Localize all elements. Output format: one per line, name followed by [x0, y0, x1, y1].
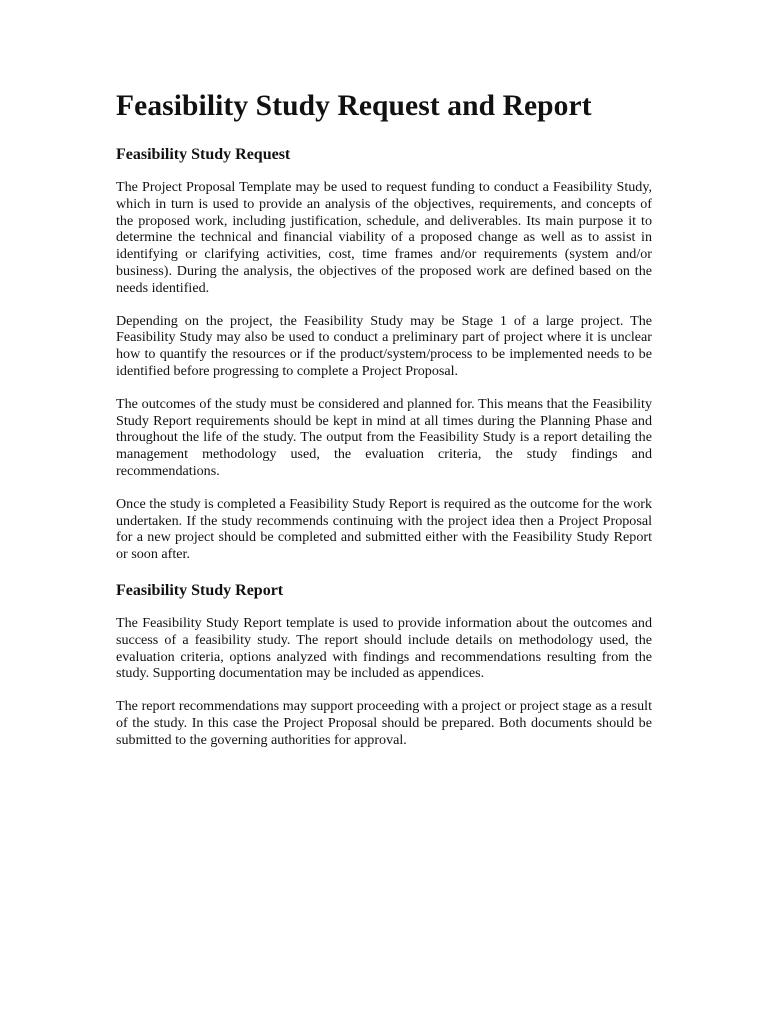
- section-feasibility-study-report: [116, 581, 652, 749]
- document-title: Feasibility Study Request and Report: [116, 90, 592, 122]
- paragraph: The outcomes of the study must be considered and planned for. This means that the Feasibility Study Report requirements should be kept in mind at all times during the Planning Phase and throughout the life of the study. The output from the Feasibility Study is a report detailing the management methodology used, the evaluation criteria, the study findings and recommendations.: [116, 395, 652, 479]
- section-heading-request: Feasibility Study Request: [116, 146, 291, 163]
- paragraph: Once the study is completed a Feasibility Study Report is required as the outcome for the work undertaken. If the study recommends continuing with the project idea then a Project Proposal for a new project should be completed and submitted either with the Feasibility Study Report or soon after.: [116, 495, 652, 563]
- paragraph: The report recommendations may support proceeding with a project or project stage as a result of the study. In this case the Project Proposal should be prepared. Both documents should be submitted to the governing authorities for approval.: [116, 698, 652, 748]
- section-feasibility-study-request: [116, 145, 652, 563]
- paragraph: The Project Proposal Template may be used to request funding to conduct a Feasibility Study, which in turn is used to provide an analysis of the objectives, requirements, and concepts of the proposed work, including justification, schedule, and deliverables. Its main purpose it to determine the technical and financial viability of a proposed change as well as to assist in identifying or clarifying activities, cost, time frames and/or requirements (system and/or business). During the analysis, the objectives of the proposed work are defined based on the needs identified.: [116, 179, 652, 296]
- paragraph: The Feasibility Study Report template is used to provide information about the outcomes and success of a feasibility study. The report should include details on methodology used, the evaluation criteria, options analyzed with findings and recommendations resulting from the study. Supporting documentation may be included as appendices.: [116, 614, 652, 682]
- section-heading-report: Feasibility Study Report: [116, 581, 284, 599]
- paragraph: Depending on the project, the Feasibility Study may be Stage 1 of a large project. The Feasibility Study may also be used to conduct a preliminary part of project where it is unclear how to quantify the resources or if the product/system/process to be implemented needs to be identified before progressing to complete a Project Proposal.: [116, 312, 652, 379]
